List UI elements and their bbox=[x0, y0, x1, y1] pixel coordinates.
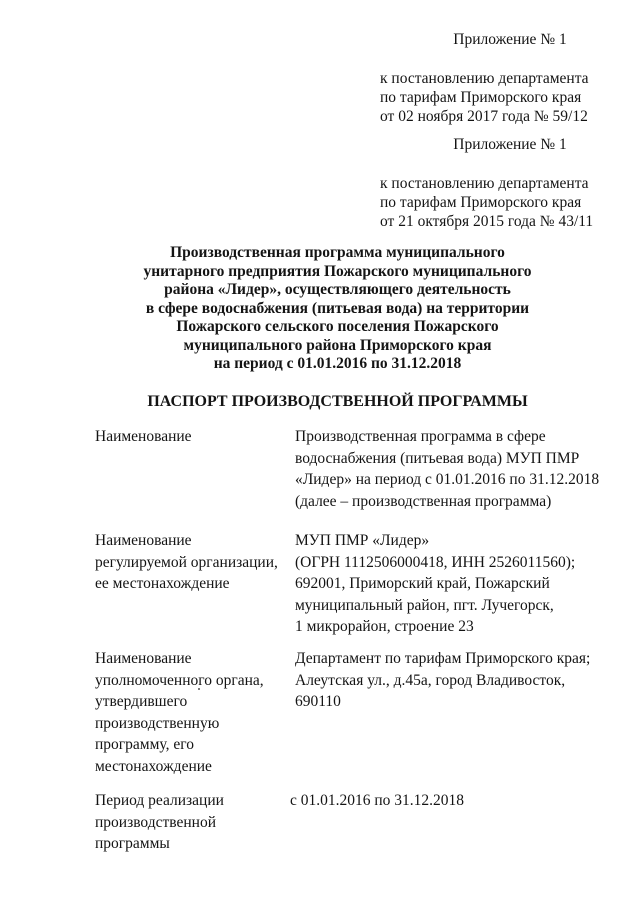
appendix-original bbox=[380, 135, 620, 231]
value-line: с 01.01.2016 по 31.12.2018 bbox=[290, 792, 465, 809]
passport-row-value bbox=[290, 790, 620, 812]
scan-speck bbox=[198, 688, 200, 690]
label-line: регулируемой организации, bbox=[95, 553, 278, 571]
passport-heading: ПАСПОРТ ПРОИЗВОДСТВЕННОЙ ПРОГРАММЫ bbox=[147, 393, 528, 410]
label-line: программу, его bbox=[95, 736, 194, 753]
appendix-current-line: к постановлению департамента bbox=[380, 70, 589, 87]
value-line: Алеутская ул., д.45а, город Владивосток, bbox=[295, 671, 566, 689]
label-line: утвердившего bbox=[95, 693, 188, 710]
appendix-current bbox=[380, 30, 620, 126]
label-line: программы bbox=[95, 835, 170, 852]
passport-row-label bbox=[95, 790, 290, 855]
program-title-line: муниципального района Приморского края bbox=[183, 336, 492, 354]
value-line: Департамент по тарифам Приморского края; bbox=[295, 650, 591, 667]
label-line: ее местонахождение bbox=[95, 575, 230, 592]
passport-row-value bbox=[295, 530, 625, 638]
passport-row-value bbox=[295, 648, 625, 713]
label-line: Наименование bbox=[95, 428, 192, 445]
appendix-original-line: к постановлению департамента bbox=[380, 175, 589, 192]
value-line: Производственная программа в сфере bbox=[295, 428, 546, 445]
program-title-line: унитарного предприятия Пожарского муниципального bbox=[143, 262, 532, 280]
label-line: Наименование bbox=[95, 650, 192, 667]
program-title-line: района «Лидер», осуществляющего деятельность bbox=[164, 281, 511, 298]
value-line: МУП ПМР «Лидер» bbox=[295, 532, 430, 549]
label-line: Наименование bbox=[95, 532, 192, 549]
appendix-current-title: Приложение № 1 bbox=[453, 31, 567, 48]
appendix-current-line: по тарифам Приморского края bbox=[380, 89, 582, 106]
label-line: производственной bbox=[95, 813, 217, 831]
value-line: «Лидер» на период с 01.01.2016 по 31.12.2018 bbox=[295, 471, 600, 488]
value-line: (ОГРН 1112506000418, ИНН 2526011560); bbox=[295, 553, 576, 571]
value-line: муниципальный район, пгт. Лучегорск, bbox=[295, 596, 554, 614]
program-title-line: Производственная программа муниципального bbox=[170, 244, 505, 261]
label-line: Период реализации bbox=[95, 792, 224, 809]
passport-row-value bbox=[295, 426, 625, 512]
value-line: 1 микрорайон, строение 23 bbox=[295, 618, 474, 635]
appendix-current-line: от 02 ноября 2017 года № 59/12 bbox=[380, 108, 588, 125]
value-line: 692001, Приморский край, Пожарский bbox=[295, 575, 550, 592]
appendix-original-line: по тарифам Приморского края bbox=[380, 194, 582, 211]
label-line: местонахождение bbox=[95, 757, 212, 775]
program-title-line: в сфере водоснабжения (питьевая вода) на территории bbox=[145, 299, 530, 317]
passport-row-label bbox=[95, 648, 290, 777]
program-title-line: Пожарского сельского поселения Пожарского bbox=[176, 318, 499, 335]
label-line: уполномоченного органа, bbox=[95, 671, 264, 689]
program-title bbox=[60, 244, 615, 374]
value-line: водоснабжения (питьевая вода) МУП ПМР bbox=[295, 449, 580, 467]
value-line: 690110 bbox=[295, 693, 341, 710]
appendix-original-line: от 21 октября 2015 года № 43/11 bbox=[380, 213, 594, 230]
label-line: производственную bbox=[95, 714, 220, 732]
value-line: (далее – производственная программа) bbox=[295, 492, 552, 510]
passport-row-label bbox=[95, 426, 290, 448]
appendix-original-title: Приложение № 1 bbox=[453, 136, 567, 153]
program-title-line: на период с 01.01.2016 по 31.12.2018 bbox=[213, 355, 462, 372]
passport-row-label bbox=[95, 530, 290, 595]
